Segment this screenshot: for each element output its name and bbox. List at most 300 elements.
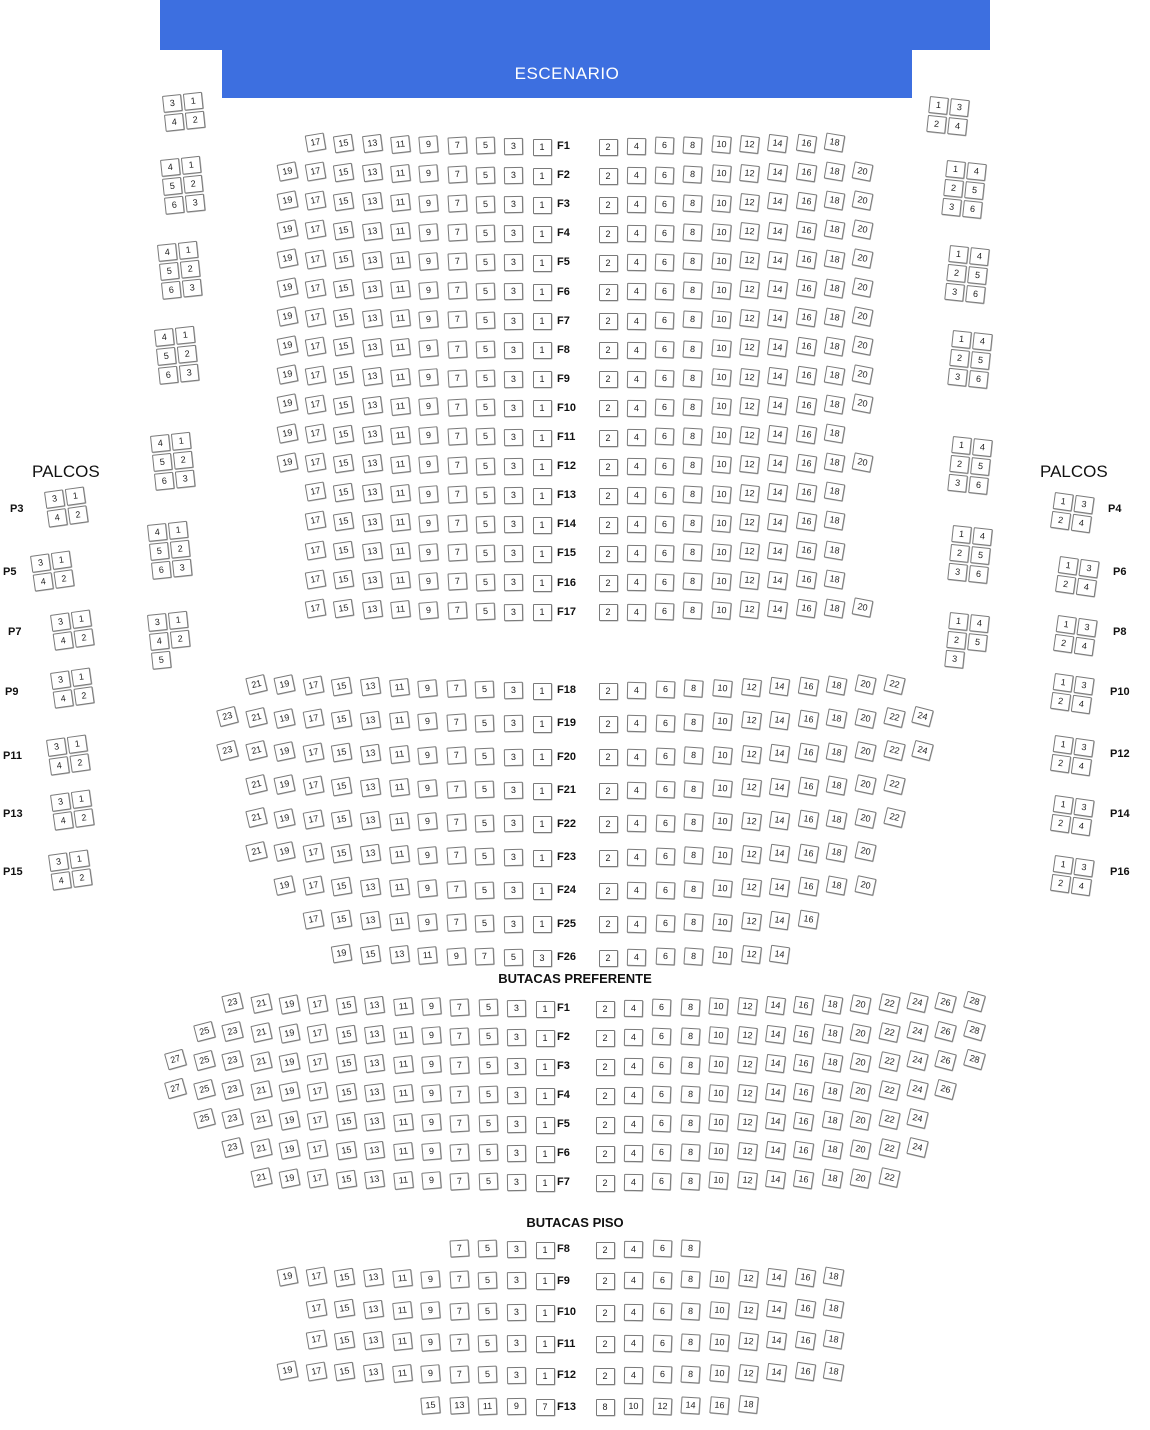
seat-platea-b-F20-21[interactable]: 21 <box>245 740 267 761</box>
seat-platea-a-F1-15[interactable]: 15 <box>333 133 354 153</box>
seat-preferente-F7-9[interactable]: 9 <box>421 1172 441 1191</box>
seat-platea-a-F16-8[interactable]: 8 <box>683 573 703 591</box>
seat-platea-a-F17-13[interactable]: 13 <box>362 600 383 619</box>
seat-platea-b-F23-4[interactable]: 4 <box>627 849 646 866</box>
seat-platea-a-F9-11[interactable]: 11 <box>390 368 411 387</box>
seat-platea-a-F5-6[interactable]: 6 <box>655 253 675 271</box>
palco-left-inner-2-seat-5[interactable]: 5 <box>162 177 183 196</box>
seat-platea-a-F10-20[interactable]: 20 <box>852 394 874 414</box>
seat-piso-F12-18[interactable]: 18 <box>823 1361 845 1381</box>
seat-platea-a-F5-14[interactable]: 14 <box>767 250 788 269</box>
seat-platea-b-F23-1[interactable]: 1 <box>533 850 552 867</box>
seat-platea-a-F13-1[interactable]: 1 <box>533 488 552 505</box>
seat-platea-a-F11-11[interactable]: 11 <box>390 426 411 445</box>
seat-platea-b-F23-7[interactable]: 7 <box>446 847 466 865</box>
seat-platea-b-F19-10[interactable]: 10 <box>712 712 732 731</box>
seat-platea-b-F26-3[interactable]: 3 <box>533 950 552 967</box>
seat-platea-a-F16-10[interactable]: 10 <box>711 572 731 591</box>
seat-platea-b-F19-22[interactable]: 22 <box>883 707 905 728</box>
palco-left-P15-seat-1[interactable]: 1 <box>69 849 90 868</box>
seat-platea-a-F16-12[interactable]: 12 <box>739 571 760 590</box>
seat-platea-b-F18-3[interactable]: 3 <box>504 682 523 699</box>
palco-right-P16-seat-4[interactable]: 4 <box>1071 877 1092 896</box>
seat-platea-a-F10-12[interactable]: 12 <box>739 397 760 416</box>
seat-platea-a-F2-13[interactable]: 13 <box>362 163 383 182</box>
seat-preferente-F5-23[interactable]: 23 <box>221 1108 243 1129</box>
seat-preferente-F1-12[interactable]: 12 <box>737 997 758 1016</box>
seat-platea-a-F17-17[interactable]: 17 <box>305 598 327 618</box>
seat-preferente-F1-14[interactable]: 14 <box>765 996 786 1015</box>
seat-preferente-F4-21[interactable]: 21 <box>250 1080 272 1101</box>
seat-preferente-F2-10[interactable]: 10 <box>708 1027 728 1046</box>
seat-platea-a-F12-19[interactable]: 19 <box>276 452 298 472</box>
seat-preferente-F4-17[interactable]: 17 <box>307 1082 329 1102</box>
seat-platea-b-F23-9[interactable]: 9 <box>417 846 437 865</box>
seat-piso-F9-18[interactable]: 18 <box>823 1267 845 1287</box>
palco-left-inner-2-seat-4[interactable]: 4 <box>160 158 181 177</box>
seat-platea-a-F10-1[interactable]: 1 <box>533 400 552 417</box>
seat-platea-b-F24-2[interactable]: 2 <box>599 883 618 900</box>
seat-platea-b-F21-10[interactable]: 10 <box>712 779 732 798</box>
palco-right-P10-seat-3[interactable]: 3 <box>1073 676 1094 695</box>
seat-platea-b-F26-15[interactable]: 15 <box>360 944 381 963</box>
seat-platea-a-F8-11[interactable]: 11 <box>390 338 411 357</box>
seat-piso-F8-1[interactable]: 1 <box>536 1242 555 1259</box>
seat-platea-a-F15-5[interactable]: 5 <box>476 544 496 562</box>
palco-right-inner-7-seat-4[interactable]: 4 <box>969 614 990 633</box>
seat-piso-F12-7[interactable]: 7 <box>449 1365 469 1383</box>
palco-right-inner-5-seat-1[interactable]: 1 <box>951 436 972 455</box>
seat-preferente-F2-23[interactable]: 23 <box>221 1021 243 1042</box>
seat-platea-a-F13-6[interactable]: 6 <box>655 486 675 504</box>
seat-preferente-F6-4[interactable]: 4 <box>624 1145 643 1162</box>
seat-preferente-F6-19[interactable]: 19 <box>278 1139 300 1159</box>
seat-preferente-F7-12[interactable]: 12 <box>737 1171 758 1190</box>
palco-left-inner-3-seat-4[interactable]: 4 <box>157 243 178 262</box>
seat-piso-F11-7[interactable]: 7 <box>449 1334 469 1352</box>
seat-preferente-F4-14[interactable]: 14 <box>765 1083 786 1102</box>
seat-piso-F9-7[interactable]: 7 <box>449 1271 469 1289</box>
palco-right-P14-seat-4[interactable]: 4 <box>1071 817 1092 836</box>
seat-piso-F11-16[interactable]: 16 <box>795 1330 816 1350</box>
seat-piso-F10-4[interactable]: 4 <box>624 1304 643 1321</box>
seat-platea-a-F7-20[interactable]: 20 <box>852 306 874 326</box>
palco-right-P14-seat-3[interactable]: 3 <box>1073 798 1094 817</box>
seat-platea-a-F2-19[interactable]: 19 <box>276 161 298 181</box>
seat-platea-b-F25-10[interactable]: 10 <box>712 913 732 932</box>
seat-piso-F13-8[interactable]: 8 <box>596 1399 615 1416</box>
seat-piso-F12-2[interactable]: 2 <box>596 1368 615 1385</box>
seat-platea-a-F14-14[interactable]: 14 <box>767 512 788 531</box>
seat-platea-a-F10-5[interactable]: 5 <box>476 399 496 417</box>
seat-piso-F13-11[interactable]: 11 <box>478 1397 498 1415</box>
seat-platea-b-F20-5[interactable]: 5 <box>475 747 495 765</box>
seat-platea-b-F20-19[interactable]: 19 <box>274 741 296 762</box>
seat-platea-a-F10-16[interactable]: 16 <box>795 395 816 415</box>
seat-platea-a-F10-8[interactable]: 8 <box>683 398 703 416</box>
seat-platea-b-F18-17[interactable]: 17 <box>302 675 324 695</box>
palco-left-inner-7-seat-2[interactable]: 2 <box>170 630 191 649</box>
seat-platea-a-F6-7[interactable]: 7 <box>447 282 467 300</box>
seat-platea-a-F2-17[interactable]: 17 <box>305 162 327 182</box>
seat-piso-F11-3[interactable]: 3 <box>507 1335 526 1352</box>
seat-piso-F12-19[interactable]: 19 <box>277 1360 299 1380</box>
seat-platea-a-F2-9[interactable]: 9 <box>419 165 439 184</box>
seat-platea-b-F26-9[interactable]: 9 <box>446 947 466 965</box>
seat-platea-a-F14-13[interactable]: 13 <box>362 512 383 531</box>
seat-platea-b-F22-14[interactable]: 14 <box>769 811 790 830</box>
seat-platea-a-F4-4[interactable]: 4 <box>627 225 646 242</box>
seat-platea-b-F19-6[interactable]: 6 <box>655 714 675 732</box>
palco-right-inner-7-seat-1[interactable]: 1 <box>948 612 969 631</box>
seat-piso-F9-3[interactable]: 3 <box>507 1272 526 1289</box>
seat-preferente-F4-18[interactable]: 18 <box>821 1082 843 1102</box>
seat-platea-a-F3-9[interactable]: 9 <box>419 194 439 213</box>
seat-platea-a-F10-15[interactable]: 15 <box>333 395 354 415</box>
seat-preferente-F3-7[interactable]: 7 <box>450 1056 470 1074</box>
seat-platea-a-F4-11[interactable]: 11 <box>390 222 411 241</box>
seat-platea-a-F7-1[interactable]: 1 <box>533 313 552 330</box>
seat-platea-b-F18-20[interactable]: 20 <box>854 674 876 695</box>
seat-preferente-F5-15[interactable]: 15 <box>336 1111 357 1131</box>
seat-platea-a-F1-16[interactable]: 16 <box>795 133 816 153</box>
seat-piso-F13-7[interactable]: 7 <box>536 1399 555 1416</box>
seat-platea-a-F11-13[interactable]: 13 <box>362 425 383 444</box>
seat-platea-a-F7-19[interactable]: 19 <box>276 306 298 326</box>
seat-platea-a-F8-12[interactable]: 12 <box>739 338 760 357</box>
seat-platea-a-F6-14[interactable]: 14 <box>767 280 788 299</box>
seat-platea-a-F14-17[interactable]: 17 <box>305 511 327 531</box>
palco-right-inner-6-seat-4[interactable]: 4 <box>972 527 993 546</box>
seat-platea-b-F22-13[interactable]: 13 <box>360 811 381 830</box>
seat-platea-a-F15-15[interactable]: 15 <box>333 541 354 561</box>
seat-platea-b-F19-18[interactable]: 18 <box>826 709 848 729</box>
seat-platea-b-F23-16[interactable]: 16 <box>797 843 818 863</box>
seat-platea-a-F13-3[interactable]: 3 <box>504 487 523 504</box>
seat-preferente-F2-16[interactable]: 16 <box>793 1024 814 1044</box>
seat-platea-b-F24-1[interactable]: 1 <box>533 883 552 900</box>
palco-left-inner-4-seat-5[interactable]: 5 <box>156 347 177 366</box>
seat-platea-a-F6-20[interactable]: 20 <box>852 277 874 297</box>
seat-piso-F8-6[interactable]: 6 <box>652 1240 672 1258</box>
seat-platea-a-F8-2[interactable]: 2 <box>599 342 618 359</box>
seat-preferente-F3-5[interactable]: 5 <box>478 1057 498 1075</box>
seat-preferente-F7-11[interactable]: 11 <box>393 1171 414 1190</box>
seat-platea-a-F11-8[interactable]: 8 <box>683 427 703 445</box>
seat-platea-a-F17-8[interactable]: 8 <box>683 602 703 620</box>
seat-platea-b-F24-11[interactable]: 11 <box>389 878 410 897</box>
seat-preferente-F6-1[interactable]: 1 <box>536 1146 555 1163</box>
seat-preferente-F5-12[interactable]: 12 <box>737 1113 758 1132</box>
seat-platea-b-F18-1[interactable]: 1 <box>533 683 552 700</box>
seat-piso-F13-18[interactable]: 18 <box>738 1395 759 1414</box>
palco-left-P9-seat-2[interactable]: 2 <box>73 686 94 705</box>
seat-preferente-F3-12[interactable]: 12 <box>737 1055 758 1074</box>
palco-right-P4-seat-4[interactable]: 4 <box>1071 514 1092 533</box>
seat-platea-a-F6-15[interactable]: 15 <box>333 279 354 299</box>
seat-platea-b-F23-18[interactable]: 18 <box>826 842 848 862</box>
seat-preferente-F4-8[interactable]: 8 <box>680 1085 700 1103</box>
seat-platea-a-F12-5[interactable]: 5 <box>476 457 496 475</box>
seat-preferente-F2-17[interactable]: 17 <box>307 1024 329 1044</box>
seat-platea-b-F19-1[interactable]: 1 <box>533 716 552 733</box>
seat-platea-a-F15-2[interactable]: 2 <box>599 546 618 563</box>
seat-preferente-F2-26[interactable]: 26 <box>934 1021 957 1042</box>
seat-platea-a-F2-4[interactable]: 4 <box>627 167 646 184</box>
seat-preferente-F2-12[interactable]: 12 <box>737 1026 758 1045</box>
seat-piso-F9-10[interactable]: 10 <box>709 1270 729 1289</box>
seat-preferente-F7-8[interactable]: 8 <box>680 1172 700 1190</box>
seat-preferente-F5-13[interactable]: 13 <box>364 1112 385 1131</box>
seat-platea-a-F2-11[interactable]: 11 <box>390 164 411 183</box>
seat-piso-F11-10[interactable]: 10 <box>709 1333 729 1352</box>
seat-platea-a-F8-19[interactable]: 19 <box>276 336 298 356</box>
palco-left-inner-6-seat-1[interactable]: 1 <box>168 521 189 540</box>
seat-platea-b-F23-2[interactable]: 2 <box>599 850 618 867</box>
palco-right-inner-4-seat-3[interactable]: 3 <box>947 368 968 387</box>
seat-platea-b-F20-11[interactable]: 11 <box>389 745 410 764</box>
seat-platea-a-F8-20[interactable]: 20 <box>852 336 874 356</box>
seat-platea-b-F26-5[interactable]: 5 <box>504 949 523 966</box>
seat-platea-a-F17-3[interactable]: 3 <box>504 603 523 620</box>
seat-preferente-F6-13[interactable]: 13 <box>364 1141 385 1160</box>
seat-platea-a-F17-2[interactable]: 2 <box>599 604 618 621</box>
seat-platea-b-F19-4[interactable]: 4 <box>627 715 646 732</box>
seat-preferente-F1-10[interactable]: 10 <box>708 998 728 1017</box>
seat-platea-a-F9-7[interactable]: 7 <box>447 369 467 387</box>
seat-preferente-F4-11[interactable]: 11 <box>393 1084 414 1103</box>
seat-platea-b-F24-3[interactable]: 3 <box>504 882 523 899</box>
seat-preferente-F6-15[interactable]: 15 <box>336 1140 357 1160</box>
seat-preferente-F3-1[interactable]: 1 <box>536 1059 555 1076</box>
seat-preferente-F2-9[interactable]: 9 <box>421 1027 441 1046</box>
seat-platea-a-F17-18[interactable]: 18 <box>824 598 846 618</box>
seat-platea-b-F24-10[interactable]: 10 <box>712 879 732 898</box>
seat-preferente-F7-21[interactable]: 21 <box>250 1167 272 1188</box>
seat-piso-F9-6[interactable]: 6 <box>652 1271 672 1289</box>
seat-platea-a-F6-4[interactable]: 4 <box>627 283 646 300</box>
seat-platea-b-F22-6[interactable]: 6 <box>655 814 675 832</box>
seat-platea-b-F21-3[interactable]: 3 <box>504 782 523 799</box>
palco-right-inner-6-seat-2[interactable]: 2 <box>949 544 970 563</box>
seat-preferente-F3-18[interactable]: 18 <box>821 1053 843 1073</box>
palco-right-inner-3-seat-1[interactable]: 1 <box>948 245 969 264</box>
seat-platea-b-F24-19[interactable]: 19 <box>274 875 296 896</box>
seat-preferente-F4-3[interactable]: 3 <box>507 1087 526 1104</box>
seat-platea-a-F2-2[interactable]: 2 <box>599 168 618 185</box>
seat-platea-b-F24-5[interactable]: 5 <box>475 881 495 899</box>
seat-platea-a-F3-2[interactable]: 2 <box>599 197 618 214</box>
seat-platea-b-F24-14[interactable]: 14 <box>769 877 790 896</box>
seat-preferente-F3-20[interactable]: 20 <box>850 1052 872 1072</box>
seat-platea-a-F5-18[interactable]: 18 <box>824 249 846 269</box>
seat-preferente-F5-5[interactable]: 5 <box>478 1115 498 1133</box>
palco-right-P6-seat-4[interactable]: 4 <box>1076 578 1097 597</box>
seat-platea-b-F25-16[interactable]: 16 <box>797 910 818 930</box>
seat-piso-F12-10[interactable]: 10 <box>709 1364 729 1383</box>
seat-preferente-F3-25[interactable]: 25 <box>193 1050 216 1071</box>
seat-platea-a-F15-11[interactable]: 11 <box>390 542 411 561</box>
seat-preferente-F5-16[interactable]: 16 <box>793 1111 814 1131</box>
seat-platea-a-F3-11[interactable]: 11 <box>390 193 411 212</box>
seat-platea-a-F15-17[interactable]: 17 <box>305 540 327 560</box>
seat-platea-a-F11-5[interactable]: 5 <box>476 428 496 446</box>
seat-platea-a-F1-7[interactable]: 7 <box>447 136 467 154</box>
seat-preferente-F5-17[interactable]: 17 <box>307 1111 329 1131</box>
seat-piso-F12-6[interactable]: 6 <box>652 1366 672 1384</box>
seat-platea-b-F24-4[interactable]: 4 <box>627 882 646 899</box>
seat-platea-a-F12-13[interactable]: 13 <box>362 454 383 473</box>
seat-platea-a-F12-6[interactable]: 6 <box>655 457 675 475</box>
palco-right-inner-4-seat-5[interactable]: 5 <box>970 351 991 370</box>
palco-right-inner-2-seat-3[interactable]: 3 <box>941 198 962 217</box>
palco-right-inner-5-seat-6[interactable]: 6 <box>968 476 989 495</box>
seat-platea-a-F17-12[interactable]: 12 <box>739 600 760 619</box>
seat-preferente-F2-22[interactable]: 22 <box>878 1022 900 1043</box>
seat-platea-b-F25-6[interactable]: 6 <box>655 914 675 932</box>
seat-platea-a-F17-14[interactable]: 14 <box>767 600 788 619</box>
seat-platea-b-F19-21[interactable]: 21 <box>245 707 267 728</box>
palco-right-P6-seat-3[interactable]: 3 <box>1078 559 1099 578</box>
seat-platea-a-F12-11[interactable]: 11 <box>390 455 411 474</box>
seat-platea-a-F6-6[interactable]: 6 <box>655 282 675 300</box>
seat-preferente-F4-2[interactable]: 2 <box>596 1088 615 1105</box>
seat-platea-a-F3-15[interactable]: 15 <box>333 192 354 212</box>
seat-preferente-F4-7[interactable]: 7 <box>450 1085 470 1103</box>
palco-left-inner-5-seat-2[interactable]: 2 <box>173 451 194 470</box>
seat-preferente-F6-24[interactable]: 24 <box>906 1137 928 1158</box>
palco-right-P10-seat-1[interactable]: 1 <box>1053 673 1074 692</box>
palco-left-P15-seat-2[interactable]: 2 <box>71 868 92 887</box>
seat-platea-a-F13-10[interactable]: 10 <box>711 485 731 504</box>
seat-platea-a-F1-9[interactable]: 9 <box>419 136 439 155</box>
seat-preferente-F6-20[interactable]: 20 <box>850 1139 872 1159</box>
seat-platea-b-F25-2[interactable]: 2 <box>599 916 618 933</box>
palco-right-inner-6-seat-6[interactable]: 6 <box>968 565 989 584</box>
seat-platea-a-F12-4[interactable]: 4 <box>627 458 646 475</box>
seat-preferente-F2-5[interactable]: 5 <box>478 1028 498 1046</box>
seat-platea-a-F11-2[interactable]: 2 <box>599 430 618 447</box>
seat-platea-a-F13-8[interactable]: 8 <box>683 485 703 503</box>
seat-piso-F12-11[interactable]: 11 <box>392 1364 413 1383</box>
seat-platea-b-F24-12[interactable]: 12 <box>741 878 762 897</box>
seat-platea-b-F21-14[interactable]: 14 <box>769 777 790 796</box>
seat-platea-b-F22-17[interactable]: 17 <box>302 809 324 829</box>
seat-platea-a-F6-17[interactable]: 17 <box>305 278 327 298</box>
seat-platea-b-F23-8[interactable]: 8 <box>684 847 704 865</box>
seat-platea-a-F6-19[interactable]: 19 <box>276 277 298 297</box>
palco-left-inner-5-seat-6[interactable]: 6 <box>154 472 175 491</box>
seat-preferente-F3-22[interactable]: 22 <box>878 1051 900 1072</box>
palco-left-inner-1-seat-1[interactable]: 1 <box>183 92 204 111</box>
palco-right-P12-seat-4[interactable]: 4 <box>1071 757 1092 776</box>
seat-preferente-F7-10[interactable]: 10 <box>708 1172 728 1191</box>
seat-platea-a-F13-4[interactable]: 4 <box>627 487 646 504</box>
seat-platea-a-F7-2[interactable]: 2 <box>599 313 618 330</box>
seat-platea-a-F13-15[interactable]: 15 <box>333 483 354 503</box>
palco-left-inner-1-seat-3[interactable]: 3 <box>162 94 183 113</box>
palco-right-inner-5-seat-4[interactable]: 4 <box>972 438 993 457</box>
seat-platea-b-F21-19[interactable]: 19 <box>274 775 296 796</box>
seat-preferente-F3-24[interactable]: 24 <box>906 1050 928 1071</box>
palco-right-P4-seat-2[interactable]: 2 <box>1050 511 1071 530</box>
seat-platea-a-F5-12[interactable]: 12 <box>739 251 760 270</box>
seat-platea-b-F25-14[interactable]: 14 <box>769 911 790 930</box>
seat-platea-a-F7-17[interactable]: 17 <box>305 307 327 327</box>
seat-platea-b-F22-5[interactable]: 5 <box>475 814 495 832</box>
palco-right-inner-7-seat-5[interactable]: 5 <box>967 633 988 652</box>
seat-platea-a-F5-9[interactable]: 9 <box>419 252 439 271</box>
seat-platea-b-F23-20[interactable]: 20 <box>854 841 876 862</box>
seat-platea-a-F4-1[interactable]: 1 <box>533 226 552 243</box>
seat-platea-b-F26-14[interactable]: 14 <box>769 944 790 963</box>
seat-platea-a-F7-11[interactable]: 11 <box>390 309 411 328</box>
palco-right-P12-seat-3[interactable]: 3 <box>1073 738 1094 757</box>
seat-platea-a-F12-10[interactable]: 10 <box>711 456 731 475</box>
seat-platea-a-F5-3[interactable]: 3 <box>504 254 523 271</box>
seat-platea-a-F11-3[interactable]: 3 <box>504 429 523 446</box>
seat-platea-a-F9-16[interactable]: 16 <box>795 366 816 386</box>
seat-piso-F10-10[interactable]: 10 <box>709 1301 729 1320</box>
seat-platea-a-F1-13[interactable]: 13 <box>362 134 383 153</box>
seat-preferente-F3-4[interactable]: 4 <box>624 1058 643 1075</box>
palco-right-P14-seat-1[interactable]: 1 <box>1053 795 1074 814</box>
seat-preferente-F6-16[interactable]: 16 <box>793 1140 814 1160</box>
seat-platea-b-F26-2[interactable]: 2 <box>599 950 618 967</box>
palco-left-inner-7-seat-3[interactable]: 3 <box>147 613 168 632</box>
seat-platea-a-F16-18[interactable]: 18 <box>824 569 846 589</box>
seat-platea-a-F15-14[interactable]: 14 <box>767 541 788 560</box>
seat-platea-a-F11-17[interactable]: 17 <box>305 424 327 444</box>
seat-platea-b-F23-15[interactable]: 15 <box>331 843 352 863</box>
seat-piso-F10-11[interactable]: 11 <box>392 1301 413 1320</box>
seat-platea-a-F17-15[interactable]: 15 <box>333 599 354 619</box>
seat-preferente-F1-15[interactable]: 15 <box>336 995 357 1015</box>
seat-preferente-F5-14[interactable]: 14 <box>765 1112 786 1131</box>
seat-preferente-F3-3[interactable]: 3 <box>507 1058 526 1075</box>
seat-platea-a-F4-16[interactable]: 16 <box>795 221 816 241</box>
palco-left-P7-seat-3[interactable]: 3 <box>50 612 71 631</box>
seat-piso-F10-18[interactable]: 18 <box>823 1298 845 1318</box>
seat-platea-a-F3-8[interactable]: 8 <box>683 194 703 212</box>
seat-platea-b-F22-7[interactable]: 7 <box>446 813 466 831</box>
seat-preferente-F1-17[interactable]: 17 <box>307 995 329 1015</box>
seat-platea-a-F8-15[interactable]: 15 <box>333 337 354 357</box>
seat-platea-a-F1-5[interactable]: 5 <box>476 137 496 155</box>
seat-platea-b-F21-13[interactable]: 13 <box>360 777 381 796</box>
seat-piso-F11-9[interactable]: 9 <box>420 1333 440 1352</box>
palco-left-P5-seat-4[interactable]: 4 <box>33 572 54 591</box>
seat-preferente-F6-21[interactable]: 21 <box>250 1138 272 1159</box>
seat-piso-F9-17[interactable]: 17 <box>305 1267 327 1287</box>
seat-platea-b-F24-17[interactable]: 17 <box>302 876 324 896</box>
palco-left-inner-4-seat-3[interactable]: 3 <box>179 364 200 383</box>
seat-piso-F9-15[interactable]: 15 <box>334 1267 355 1287</box>
seat-platea-a-F4-20[interactable]: 20 <box>852 219 874 239</box>
palco-left-inner-6-seat-4[interactable]: 4 <box>147 523 168 542</box>
seat-platea-b-F22-4[interactable]: 4 <box>627 815 646 832</box>
seat-platea-a-F3-4[interactable]: 4 <box>627 196 646 213</box>
seat-piso-F10-5[interactable]: 5 <box>478 1303 498 1321</box>
seat-platea-a-F6-18[interactable]: 18 <box>824 278 846 298</box>
seat-preferente-F5-22[interactable]: 22 <box>878 1109 900 1130</box>
seat-platea-a-F9-4[interactable]: 4 <box>627 371 646 388</box>
seat-preferente-F5-8[interactable]: 8 <box>680 1114 700 1132</box>
seat-platea-a-F5-4[interactable]: 4 <box>627 254 646 271</box>
palco-right-P12-seat-1[interactable]: 1 <box>1053 735 1074 754</box>
seat-platea-a-F15-8[interactable]: 8 <box>683 544 703 562</box>
seat-platea-a-F3-7[interactable]: 7 <box>447 194 467 212</box>
